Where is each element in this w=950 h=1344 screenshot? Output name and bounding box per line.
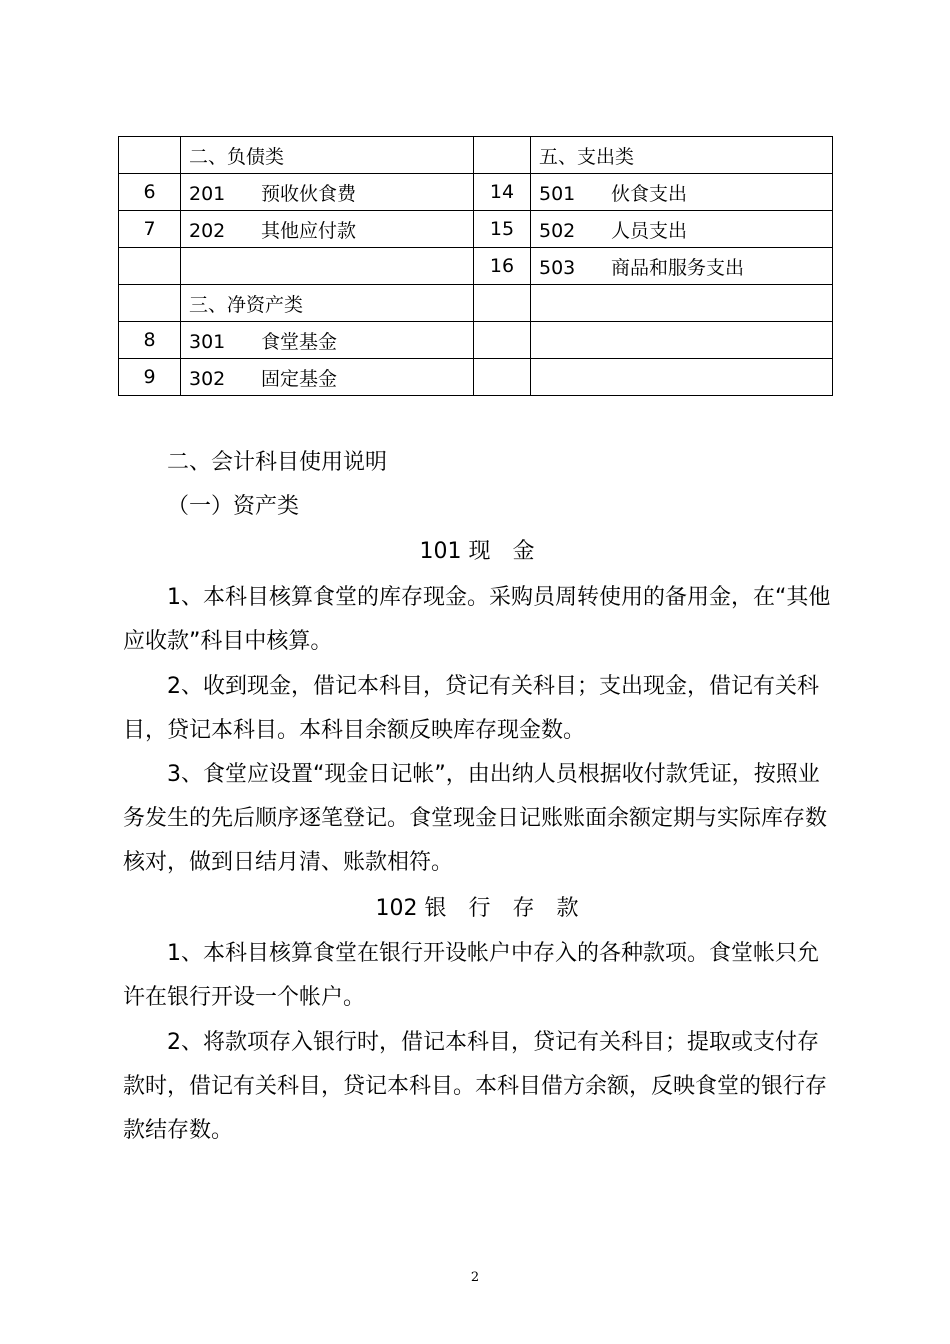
account-code: 302	[189, 367, 226, 390]
left-account-cell	[181, 137, 474, 174]
table-row	[119, 211, 833, 248]
account-name: 预收伙食费	[261, 182, 357, 205]
table-row	[119, 248, 833, 285]
right-seq-cell: 14	[474, 174, 531, 211]
section-subheading: （一）资产类	[167, 494, 300, 519]
account-name: 商品和服务支出	[611, 256, 745, 279]
table-row	[119, 359, 833, 396]
right-seq-cell	[474, 137, 531, 174]
account-name: 三、净资产类	[189, 293, 304, 316]
left-account-cell	[181, 211, 474, 248]
right-seq-cell	[474, 285, 531, 322]
right-seq-cell	[474, 322, 531, 359]
account-101-paragraph-3: 3、食堂应设置“现金日记帐”，由出纳人员根据收付款凭证，按照业务发生的先后顺序逐笔登记。食堂现金日记账账面余额定期与实际库存数核对，做到日结月清、账款相符。	[123, 762, 828, 875]
left-seq-cell: 9	[119, 359, 181, 396]
account-code: 502	[539, 219, 576, 242]
table-row	[119, 322, 833, 359]
account-code: 202	[189, 219, 226, 242]
right-account-cell	[531, 285, 833, 322]
left-account-cell	[181, 359, 474, 396]
account-101-paragraph-1: 1、本科目核算食堂的库存现金。采购员周转使用的备用金，在“其他应收款”科目中核算。	[123, 585, 831, 654]
account-name: 伙食支出	[611, 182, 688, 205]
right-seq-cell: 16	[474, 248, 531, 285]
right-seq-cell	[474, 359, 531, 396]
left-seq-cell: 8	[119, 322, 181, 359]
section-heading: 二、会计科目使用说明	[167, 450, 388, 475]
account-code: 503	[539, 256, 576, 279]
account-name: 五、支出类	[539, 145, 635, 168]
left-seq-cell	[119, 285, 181, 322]
right-seq-cell: 15	[474, 211, 531, 248]
left-seq-cell	[119, 137, 181, 174]
table-row	[119, 137, 833, 174]
right-account-cell	[531, 211, 833, 248]
account-name: 食堂基金	[261, 330, 338, 353]
left-account-cell	[181, 174, 474, 211]
table-row	[119, 285, 833, 322]
right-account-cell	[531, 248, 833, 285]
account-101-paragraph-2: 2、收到现金，借记本科目，贷记有关科目；支出现金，借记有关科目，贷记本科目。本科目余额反映库存现金数。	[123, 674, 819, 743]
account-code: 501	[539, 182, 576, 205]
account-101-title: 101 现 金	[419, 539, 535, 564]
left-account-cell	[181, 248, 474, 285]
account-table-body	[119, 137, 833, 396]
account-name: 固定基金	[261, 367, 338, 390]
right-account-cell	[531, 174, 833, 211]
account-name: 人员支出	[611, 219, 688, 242]
account-102-paragraph-1: 1、本科目核算食堂在银行开设帐户中存入的各种款项。食堂帐只允许在银行开设一个帐户。	[123, 941, 819, 1010]
account-code: 201	[189, 182, 226, 205]
account-102-paragraph-2: 2、将款项存入银行时，借记本科目，贷记有关科目；提取或支付存款时，借记有关科目，贷记本科目。本科目借方余额，反映食堂的银行存款结存数。	[123, 1030, 828, 1143]
left-seq-cell	[119, 248, 181, 285]
left-seq-cell: 7	[119, 211, 181, 248]
left-account-cell	[181, 285, 474, 322]
left-seq-cell: 6	[119, 174, 181, 211]
right-account-cell	[531, 137, 833, 174]
table-row	[119, 174, 833, 211]
right-account-cell	[531, 322, 833, 359]
page-number: 2	[470, 1270, 480, 1285]
account-name: 二、负债类	[189, 145, 285, 168]
account-name: 其他应付款	[261, 219, 357, 242]
left-account-cell	[181, 322, 474, 359]
account-102-title: 102 银 行 存 款	[375, 896, 579, 921]
right-account-cell	[531, 359, 833, 396]
account-code-table	[118, 136, 833, 396]
account-code: 301	[189, 330, 226, 353]
